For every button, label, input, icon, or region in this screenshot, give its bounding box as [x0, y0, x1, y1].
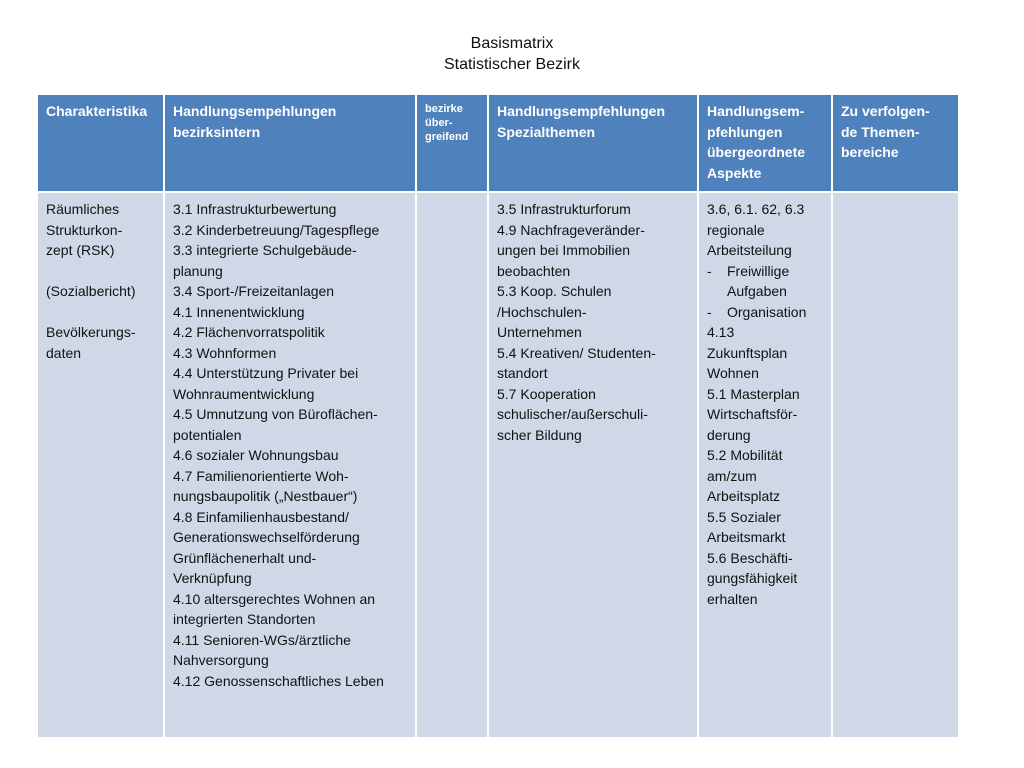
spacer — [46, 302, 155, 323]
slide-title — [0, 33, 1024, 75]
cell-bezirksintern: 3.1 Infrastrukturbewertung 3.2 Kinderbetreuung/Tagespflege 3.3 integrierte Schulgebäude- planung 3.4 Sport-/Freizeitanlagen 4.1 Innenentwicklung 4.2 Flächenvorratspolitik 4.3 Wohnformen 4.4 Unterstützung Privater bei Wohnraumentwicklung 4.5 Umnutzung von Büroflächen- potentialen 4.6 sozialer Wohnungsbau 4.7 Familienorientierte Woh- nungsbaupolitik („Nestbauer“) 4.8 Einfamilienhausbestand/ Generationswechselförderung Grünflächenerhalt und- Verknüpfung 4.10 altersgerechtes Wohnen an integrierten Standorten 4.11 Senioren-WGs/ärztliche Nahversorgung 4.12 Genossenschaftliches Leben — [164, 192, 416, 738]
header-row — [37, 94, 959, 192]
header-bezirksintern: Handlungsempehlungen bezirksintern — [164, 94, 416, 192]
cell-charakteristika: Räumliches Strukturkon- zept (RSK) (Sozialbericht) Bevölkerungs- daten — [37, 192, 164, 738]
spacer — [46, 261, 155, 282]
title-line-1: Basismatrix — [470, 35, 554, 52]
cell-uebergeordnete-aspekte: 3.6, 6.1. 62, 6.3 regionale Arbeitsteilung - Freiwillige Aufgaben - Organisation 4.13 Zukunftsplan Wohnen 5.1 Masterplan Wirtschaftsför- derung 5.2 Mobilität am/zum Arbeitsplatz 5.5 Sozialer Arbeitsmarkt 5.6 Beschäfti- gungsfähigkeit erhalten — [698, 192, 832, 738]
title-line-2: Statistischer Bezirk — [443, 56, 581, 73]
dash-list-item-continuation: Aufgaben — [727, 283, 787, 299]
body-row — [37, 192, 959, 738]
cell-themenbereiche-empty — [832, 192, 959, 738]
dash-list-item: - Freiwillige — [707, 261, 823, 282]
header-charakteristika: Charakteristika — [37, 94, 164, 192]
header-spezialthemen: Handlungsempfehlungen Spezialthemen — [488, 94, 698, 192]
cell-spezialthemen: 3.5 Infrastrukturforum 4.9 Nachfrageveränder- ungen bei Immobilien beobachten 5.3 Koop. Schulen /Hochschulen- Unternehmen 5.4 Kreativen/ Studenten- standort 5.7 Kooperation schulischer/außerschuli- scher Bildung — [488, 192, 698, 738]
header-bezirke-uebergreifend: bezirke über- greifend — [416, 94, 488, 192]
header-uebergeordnete-aspekte: Handlungsem- pfehlungen übergeordnete Aspekte — [698, 94, 832, 192]
header-themenbereiche: Zu verfolgen- de Themen- bereiche — [832, 94, 959, 192]
cell-bezirke-uebergreifend-empty — [416, 192, 488, 738]
basis-matrix-table — [36, 93, 960, 739]
dash-bullet: - — [707, 303, 712, 320]
dash-bullet: - — [707, 262, 712, 279]
dash-list-item: - Organisation — [707, 302, 823, 323]
